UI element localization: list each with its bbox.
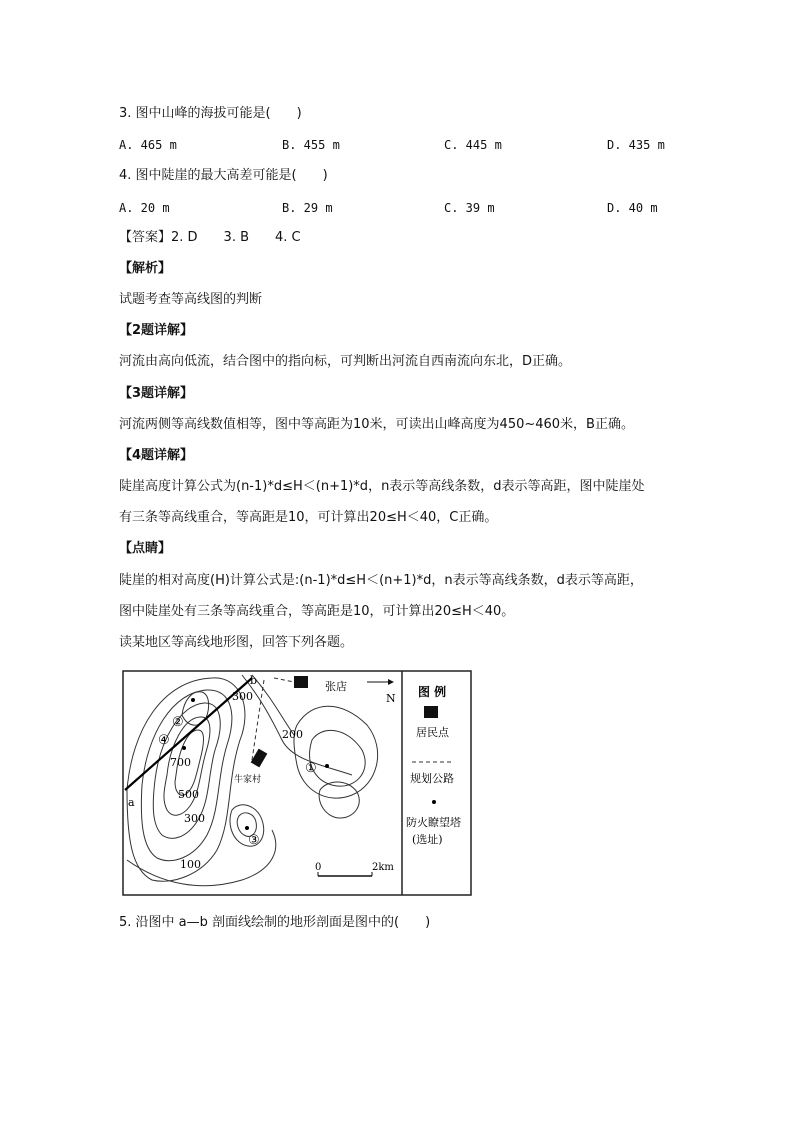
q4-stem: 4. 图中陡崖的最大高差可能是( )	[119, 168, 328, 183]
contour-label-100: 100	[180, 858, 201, 871]
contour-label-300: 300	[184, 812, 205, 825]
profile-label-a: a	[128, 796, 135, 809]
profile-label-b: b	[250, 674, 258, 687]
analysis-header: 【解析】	[119, 261, 172, 276]
legend-tower-icon	[432, 800, 436, 804]
q4-option-a: A. 20 m	[119, 201, 170, 215]
village-zhangdian: 张店	[325, 680, 347, 693]
contour-label-200: 200	[282, 728, 303, 741]
q3-detail-header: 【3题详解】	[119, 386, 194, 401]
scale-end: 2km	[372, 862, 394, 873]
village-niujia: 牛家村	[234, 775, 262, 785]
contour-label-500: 500	[178, 788, 199, 801]
legend-tower: 防火瞭望塔	[406, 816, 461, 829]
point-text-2: 图中陡崖处有三条等高线重合，等高距是10，可计算出20≤H＜40。	[119, 604, 515, 619]
contour-label-700: 700	[170, 756, 191, 769]
analysis-text: 试题考查等高线图的判断	[119, 292, 263, 307]
tower-site-1-icon	[325, 764, 329, 768]
q4-option-d: D. 40 m	[607, 201, 658, 215]
q4-detail-header: 【4题详解】	[119, 448, 194, 463]
legend-settlement-icon	[424, 706, 438, 718]
settlement-zhangdian-icon	[294, 676, 308, 688]
map-intro: 读某地区等高线地形图，回答下列各题。	[119, 635, 354, 650]
q3-stem: 3. 图中山峰的海拔可能是( )	[119, 106, 302, 121]
legend-title: 图 例	[418, 685, 447, 699]
scale-start: 0	[315, 862, 322, 873]
point-header: 【点睛】	[119, 541, 172, 556]
marker-3: ③	[248, 833, 260, 848]
marker-4: ④	[158, 733, 170, 748]
legend-tower-note: (选址)	[412, 833, 443, 846]
q4-detail-text-1: 陡崖高度计算公式为(n-1)*d≤H＜(n+1)*d，n表示等高线条数，d表示等高距，图中陡崖处	[119, 479, 645, 494]
q2-detail-text: 河流由高向低流，结合图中的指向标，可判断出河流自西南流向东北，D正确。	[119, 354, 572, 369]
answer-line: 【答案】2. D 3. B 4. C	[119, 230, 301, 245]
q3-option-b: B. 455 m	[282, 138, 340, 152]
q2-detail-header: 【2题详解】	[119, 323, 194, 338]
q4-option-b: B. 29 m	[282, 201, 333, 215]
q3-option-a: A. 465 m	[119, 138, 177, 152]
legend-settlement: 居民点	[416, 726, 449, 739]
q4-option-c: C. 39 m	[444, 201, 495, 215]
q3-option-c: C. 445 m	[444, 138, 502, 152]
north-label: N	[386, 692, 396, 705]
marker-2: ②	[172, 715, 184, 730]
point-text-1: 陡崖的相对高度(H)计算公式是:(n-1)*d≤H＜(n+1)*d，n表示等高线条数，d表示等高距，	[119, 573, 643, 588]
contour-map	[122, 670, 472, 896]
q3-option-d: D. 435 m	[607, 138, 665, 152]
tower-site-4-icon	[182, 746, 186, 750]
legend-road: 规划公路	[410, 772, 454, 785]
q3-detail-text: 河流两侧等高线数值相等，图中等高距为10米，可读出山峰高度为450~460米，B正确。	[119, 417, 634, 432]
tower-site-3-icon	[245, 826, 249, 830]
marker-1: ①	[305, 761, 317, 776]
tower-site-2-icon	[191, 698, 195, 702]
q5-stem: 5. 沿图中 a—b 剖面线绘制的地形剖面是图中的( )	[119, 915, 431, 930]
q4-detail-text-2: 有三条等高线重合，等高距是10，可计算出20≤H＜40，C正确。	[119, 510, 498, 525]
contour-label-300-top: 300	[232, 690, 253, 703]
